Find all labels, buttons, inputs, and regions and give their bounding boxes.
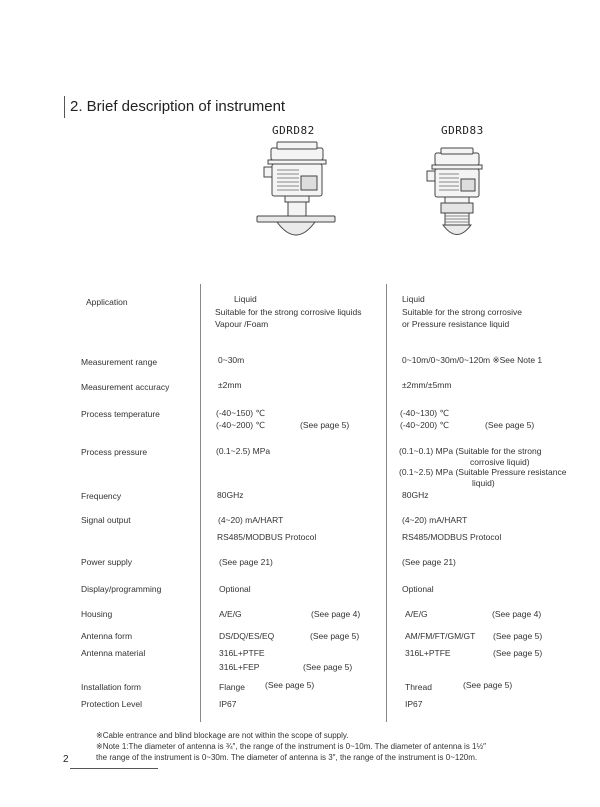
footnote-cable: ※Cable entrance and blind blockage are not within the scope of supply. xyxy=(96,731,349,740)
gdrd82-value: (0.1~2.5) MPa xyxy=(216,446,271,456)
gdrd82-instrument-image xyxy=(255,140,337,248)
page-number: 2 xyxy=(63,754,69,765)
gdrd82-page-ref: (See page 5) xyxy=(265,680,315,690)
gdrd83-value: (0.1~0.1) MPa (Suitable for the strong xyxy=(399,446,542,456)
gdrd83-page-ref: (See page 5) xyxy=(485,420,535,430)
gdrd83-value: Optional xyxy=(402,584,434,594)
gdrd82-value: 80GHz xyxy=(217,490,244,500)
model-name-gdrd82: GDRD82 xyxy=(272,124,315,137)
footnote-note1-continued: the range of the instrument is 0~30m. The diameter of antenna is 3″, the range of the instrument is 0~120m. xyxy=(96,753,478,762)
row-label-measurement-accuracy: Measurement accuracy xyxy=(81,382,170,392)
gdrd82-value: (-40~150) ℃ xyxy=(216,408,265,418)
row-label-measurement-range: Measurement range xyxy=(81,357,158,367)
gdrd82-value: Vapour /Foam xyxy=(215,319,269,329)
gdrd83-page-ref: (See page 5) xyxy=(463,680,513,690)
gdrd82-value: ±2mm xyxy=(218,380,242,390)
gdrd82-page-ref: (See page 5) xyxy=(300,420,350,430)
gdrd83-value: IP67 xyxy=(405,699,423,709)
gdrd82-page-ref: (See page 5) xyxy=(310,631,360,641)
gdrd83-value: or Pressure resistance liquid xyxy=(402,319,510,329)
gdrd83-page-ref: (See page 4) xyxy=(492,609,542,619)
column-divider-right xyxy=(386,284,387,722)
gdrd82-value: (4~20) mA/HART xyxy=(218,515,284,525)
row-label-process-pressure: Process pressure xyxy=(81,447,148,457)
gdrd83-value: (4~20) mA/HART xyxy=(402,515,468,525)
gdrd83-value: (-40~200) ℃ xyxy=(400,420,449,430)
gdrd83-page-ref: (See page 5) xyxy=(493,648,543,658)
gdrd82-value: RS485/MODBUS Protocol xyxy=(217,532,317,542)
row-label-signal-output: Signal output xyxy=(81,515,131,525)
gdrd82-value: Optional xyxy=(219,584,251,594)
row-label-protection-level: Protection Level xyxy=(81,699,142,709)
gdrd82-value: 316L+FEP xyxy=(219,662,260,672)
gdrd82-value: (-40~200) ℃ xyxy=(216,420,265,430)
row-label-power-supply: Power supply xyxy=(81,557,133,567)
gdrd83-value: Liquid xyxy=(402,294,425,304)
gdrd83-value: ±2mm/±5mm xyxy=(402,380,452,390)
gdrd82-page-ref: (See page 4) xyxy=(311,609,361,619)
gdrd83-value: Suitable for the strong corrosive xyxy=(402,307,523,317)
gdrd82-value: IP67 xyxy=(219,699,237,709)
gdrd83-value: (See page 21) xyxy=(402,557,456,567)
gdrd83-value: 0~10m/0~30m/0~120m ※See Note 1 xyxy=(402,355,543,365)
row-label-application: Application xyxy=(86,297,128,307)
gdrd83-value: (0.1~2.5) MPa (Suitable Pressure resistance xyxy=(399,467,567,477)
gdrd82-value: Suitable for the strong corrosive liquids xyxy=(215,307,362,317)
section-title: 2. Brief description of instrument xyxy=(70,98,286,115)
row-label-antenna-material: Antenna material xyxy=(81,648,146,658)
gdrd83-value: 316L+PTFE xyxy=(405,648,451,658)
gdrd83-value: Thread xyxy=(405,682,432,692)
column-divider-left xyxy=(200,284,201,722)
gdrd83-value: 80GHz xyxy=(402,490,429,500)
row-label-antenna-form: Antenna form xyxy=(81,631,133,641)
gdrd82-page-ref: (See page 5) xyxy=(303,662,353,672)
gdrd83-instrument-image xyxy=(423,146,489,244)
gdrd83-value: liquid) xyxy=(472,478,495,488)
gdrd83-value: A/E/G xyxy=(405,609,428,619)
row-label-housing: Housing xyxy=(81,609,113,619)
gdrd83-value: AM/FM/FT/GM/GT xyxy=(405,631,476,641)
gdrd82-value: 316L+PTFE xyxy=(219,648,265,658)
gdrd83-page-ref: (See page 5) xyxy=(493,631,543,641)
gdrd83-value: (-40~130) ℃ xyxy=(400,408,449,418)
gdrd83-value: corrosive liquid) xyxy=(470,457,530,467)
row-label-process-temperature: Process temperature xyxy=(81,409,160,419)
footnote-note1: ※Note 1:The diameter of antenna is ¾″, the range of the instrument is 0~10m. The diameter of antenna is 1½″ xyxy=(96,742,486,751)
row-label-display-programming: Display/programming xyxy=(81,584,162,594)
gdrd82-value: DS/DQ/ES/EQ xyxy=(219,631,275,641)
row-label-installation-form: Installation form xyxy=(81,682,141,692)
heading-rule xyxy=(64,96,65,118)
row-label-frequency: Frequency xyxy=(81,491,122,501)
gdrd82-value: 0~30m xyxy=(218,355,245,365)
gdrd82-value: A/E/G xyxy=(219,609,242,619)
gdrd82-value: Liquid xyxy=(234,294,257,304)
gdrd82-value: Flange xyxy=(219,682,245,692)
model-name-gdrd83: GDRD83 xyxy=(441,124,484,137)
footer-rule xyxy=(70,768,158,769)
gdrd83-value: RS485/MODBUS Protocol xyxy=(402,532,502,542)
gdrd82-value: (See page 21) xyxy=(219,557,273,567)
